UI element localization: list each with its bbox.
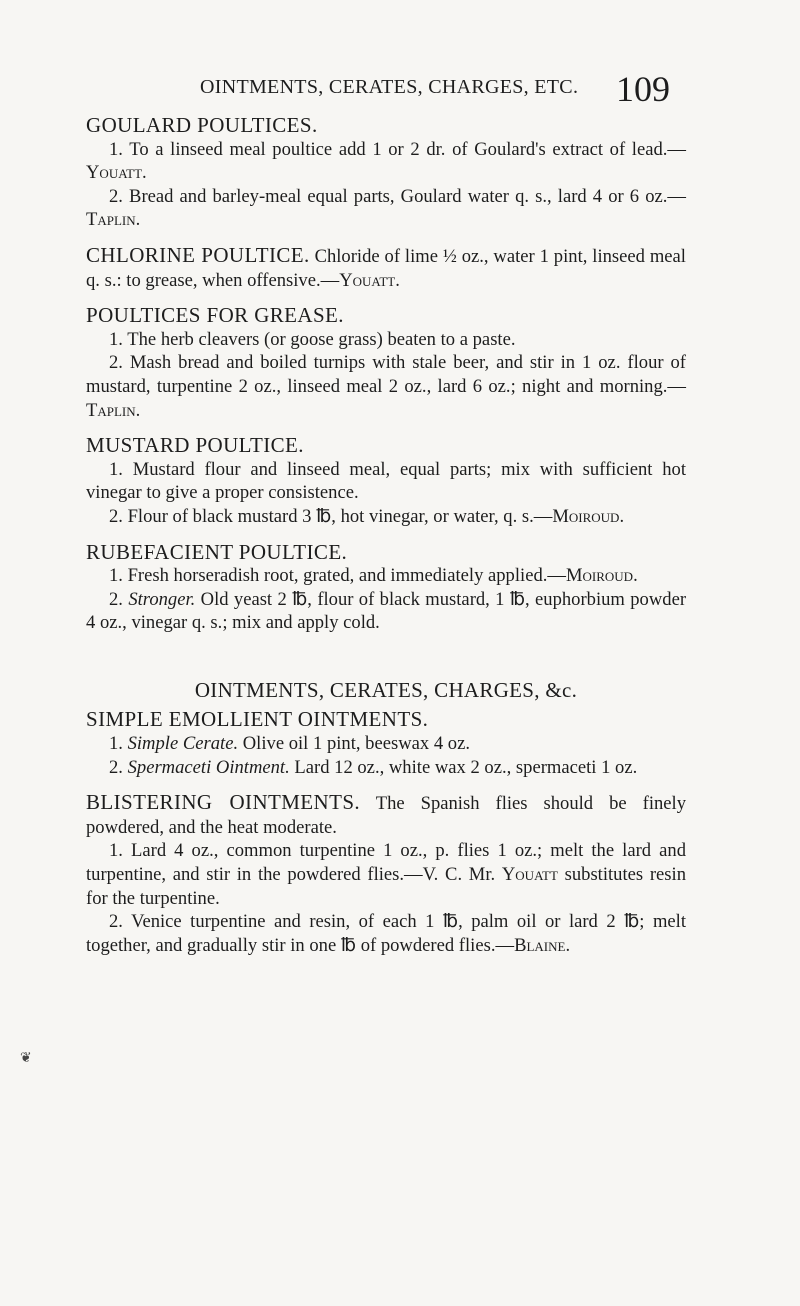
heading-poultices-for-grease: POULTICES FOR GREASE. xyxy=(86,303,344,328)
goulard-recipe-2: 2. Bread and barley-meal equal parts, Goulard water q. s., lard 4 or 6 oz.—Taplin. xyxy=(86,185,686,231)
label-simple-cerate: Simple Cerate. xyxy=(127,733,239,755)
margin-mark: ❦ xyxy=(20,1051,32,1066)
section-title: OINTMENTS, CERATES, CHARGES, &c. xyxy=(194,677,578,702)
heading-mustard-poultice: MUSTARD POULTICE. xyxy=(86,433,304,458)
chlorine-poultice-entry: CHLORINE POULTICE. Chloride of lime ½ oz., water 1 pint, linseed meal q. s.: to grease, when offensive.—Youatt. xyxy=(86,242,686,291)
heading-goulard-poultices: GOULARD POULTICES. xyxy=(86,113,318,137)
blistering-recipe-1: 1. Lard 4 oz., common turpentine 1 oz., p. flies 1 oz.; melt the lard and turpentine, and stir in the powdered flies.—V. C. Mr. Youatt substitutes resin for the turpentine. xyxy=(86,840,686,909)
rubefacient-recipe-1: 1. Fresh horseradish root, grated, and immediately applied.—Moiroud. xyxy=(109,565,638,587)
blistering-recipe-2: 2. Venice turpentine and resin, of each 1 ℔, palm oil or lard 2 ℔; melt together, and gradually stir in one ℔ of powdered flies.—Blaine. xyxy=(86,911,686,956)
heading-simple-emollient-ointments: SIMPLE EMOLLIENT OINTMENTS. xyxy=(86,707,429,732)
emollient-recipe-1: 1. Simple Cerate. Olive oil 1 pint, beeswax 4 oz. xyxy=(109,733,470,755)
label-stronger: Stronger. xyxy=(128,588,196,610)
author-blaine: Blaine. xyxy=(514,934,571,956)
author-youatt: Youatt. xyxy=(86,162,147,184)
author-youatt: Youatt xyxy=(501,864,558,886)
mustard-recipe-2: 2. Flour of black mustard 3 ℔, hot vinegar, or water, q. s.—Moiroud. xyxy=(109,505,625,527)
author-moiroud: Moiroud. xyxy=(565,565,638,587)
heading-rubefacient-poultice: RUBEFACIENT POULTICE. xyxy=(86,539,348,564)
mustard-recipe-1: 1. Mustard flour and linseed meal, equal parts; mix with sufficient hot vinegar to give a proper consistence. xyxy=(86,458,686,504)
grease-recipe-1: 1. The herb cleavers (or goose grass) beaten to a paste. xyxy=(109,328,516,350)
blistering-ointments-entry: BLISTERING OINTMENTS. The Spanish flies should be finely powdered, and the heat moderate. xyxy=(86,790,686,838)
page-content xyxy=(86,114,686,957)
running-head xyxy=(0,68,800,108)
emollient-recipe-2: 2. Spermaceti Ointment. Lard 12 oz., white wax 2 oz., spermaceti 1 oz. xyxy=(109,756,638,778)
grease-recipe-2: 2. Mash bread and boiled turnips with stale beer, and stir in 1 oz. flour of mustard, turpentine 2 oz., linseed meal 2 oz., lard 6 oz.; night and morning.—Taplin. xyxy=(86,352,686,421)
author-moiroud: Moiroud. xyxy=(552,505,625,527)
author-taplin: Taplin. xyxy=(86,399,141,421)
heading-chlorine-poultice: CHLORINE POULTICE. xyxy=(86,242,310,267)
author-taplin: Taplin. xyxy=(86,209,141,231)
label-spermaceti-ointment: Spermaceti Ointment. xyxy=(127,756,290,778)
page-number: 109 xyxy=(616,69,670,109)
rubefacient-recipe-2: 2. Stronger. Old yeast 2 ℔, flour of black mustard, 1 ℔, euphorbium powder 4 oz., vinegar q. s.; mix and apply cold. xyxy=(86,588,687,634)
heading-blistering-ointments: BLISTERING OINTMENTS. xyxy=(86,790,361,815)
running-head-title: OINTMENTS, CERATES, CHARGES, ETC. xyxy=(200,76,579,98)
author-youatt: Youatt. xyxy=(339,269,400,291)
goulard-recipe-1: 1. To a linseed meal poultice add 1 or 2 dr. of Goulard's extract of lead.—Youatt. xyxy=(86,138,686,184)
